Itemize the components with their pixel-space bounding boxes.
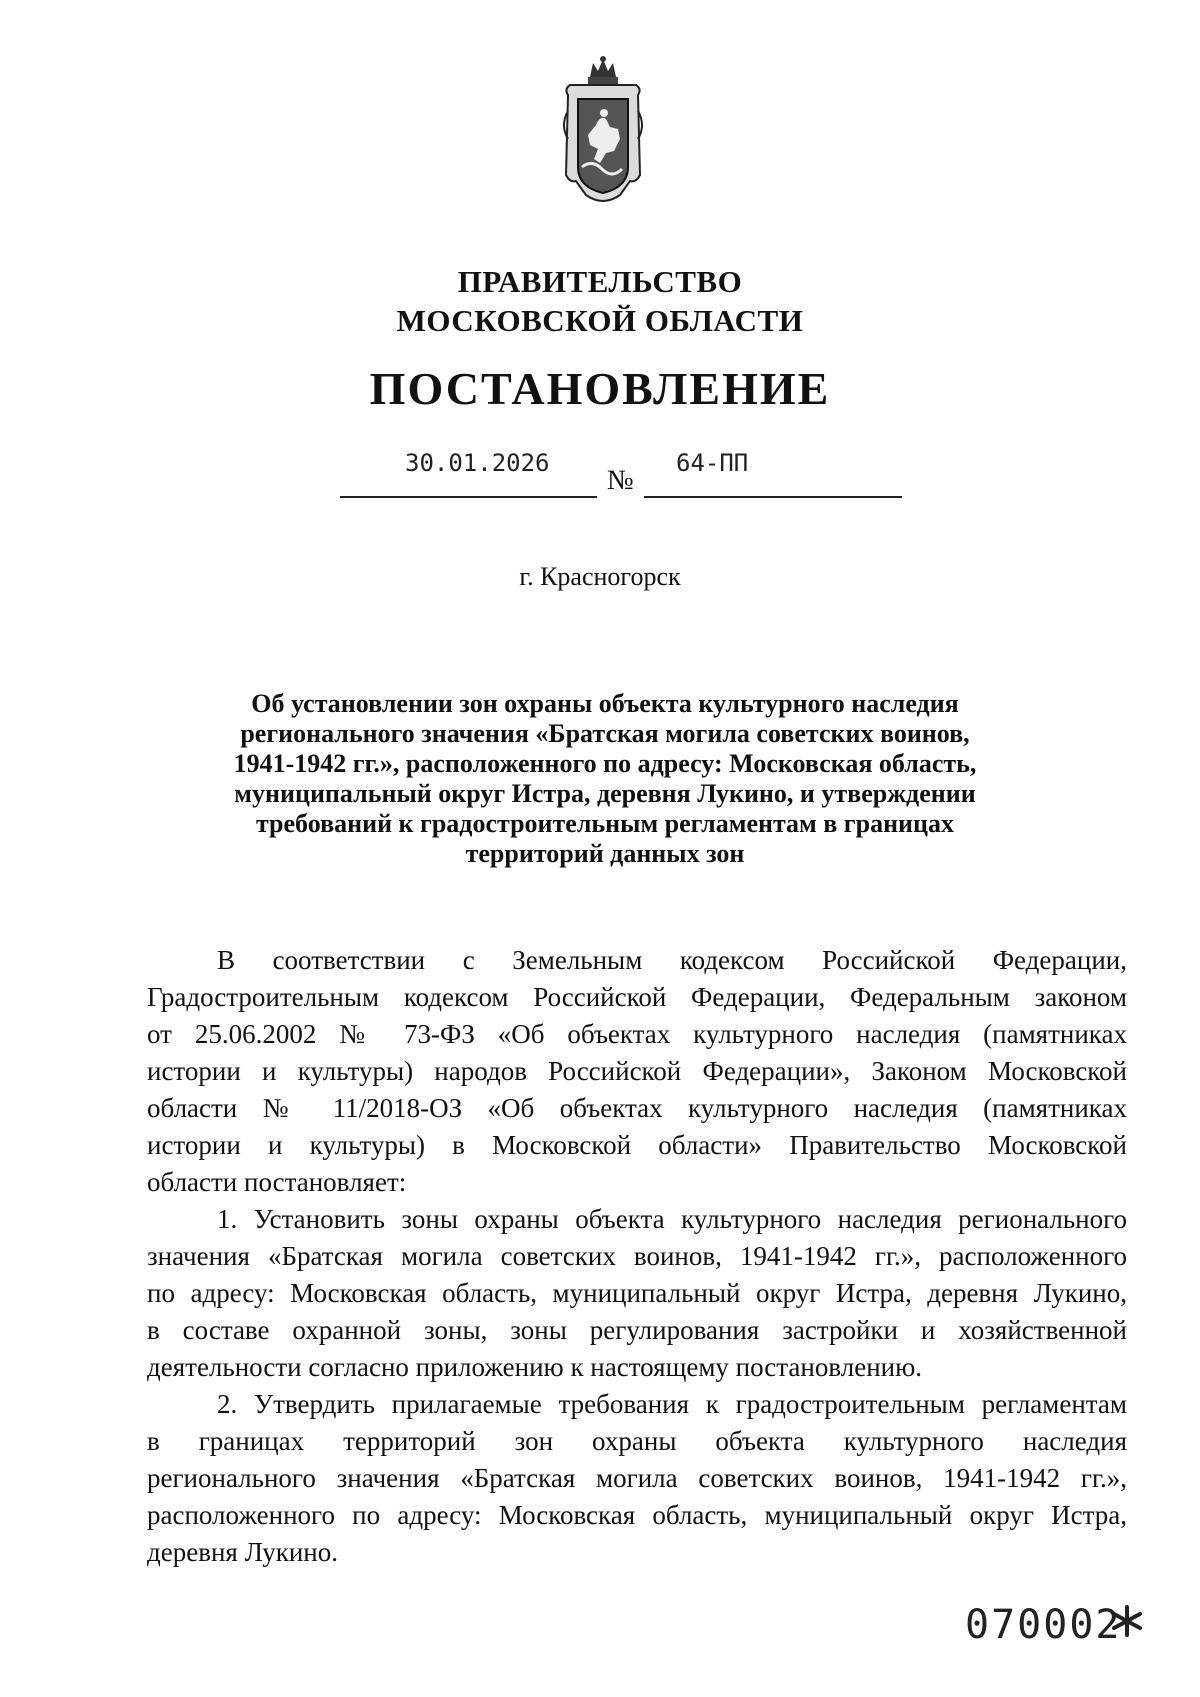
title-line: 1941-1942 гг.», расположенного по адресу: Московская область, [233,749,977,778]
body-line: деревня Лукино. [147,1537,338,1567]
body-line: значения «Братская могила советских воинов, 1941-1942 гг.», расположенного [147,1241,1127,1271]
coat-of-arms-icon [560,55,646,210]
document-date: 30.01.2026 [405,449,550,477]
body-line: в составе охранной зоны, зоны регулирования застройки и хозяйственной [147,1315,1127,1345]
document-number: 64-ПП [676,449,749,477]
body-line: 1. Установить зоны охраны объекта культурного наследия регионального [217,1204,1127,1234]
body-line: истории и культуры) в Московской области» Правительство Московской [147,1130,1127,1160]
body-line: от 25.06.2002 № 73-ФЗ «Об объектах культурного наследия (памятниках [147,1019,1127,1049]
body-line: области № 11/2018-ОЗ «Об объектах культурного наследия (памятниках [147,1093,1127,1123]
body-line: 2. Утвердить прилагаемые требования к градостроительным регламентам [217,1389,1127,1419]
org-name-line1: ПРАВИТЕЛЬСТВО [457,264,743,299]
number-underline [644,496,902,498]
number-sign: № [607,465,634,496]
issuing-city: г. Красногорск [519,562,681,591]
title-line: муниципальный округ Истра, деревня Лукино, и утверждении [234,779,976,808]
date-underline [340,496,597,498]
title-line: Об установлении зон охраны объекта культурного наследия [251,689,959,718]
body-line: истории и культуры) народов Российской Федерации», Законом Московской [147,1056,1127,1086]
title-line: территорий данных зон [465,839,745,868]
document-body [147,942,1127,1571]
body-line: в границах территорий зон охраны объекта культурного наследия [147,1426,1127,1456]
body-line: по адресу: Московская область, муниципальный округ Истра, деревня Лукино, [147,1278,1127,1308]
document-title [225,689,985,869]
body-line: расположенного по адресу: Московская область, муниципальный округ Истра, [147,1500,1127,1530]
body-line: регионального значения «Братская могила советских воинов, 1941-1942 гг.», [147,1463,1127,1493]
asterisk-icon [1110,1604,1144,1638]
body-line: Градостроительным кодексом Российской Федерации, Федеральным законом [147,982,1127,1012]
org-name-line2: МОСКОВСКОЙ ОБЛАСТИ [396,303,804,338]
body-line: В соответствии с Земельным кодексом Российской Федерации, [217,945,1127,975]
document-type: ПОСТАНОВЛЕНИЕ [369,363,831,414]
title-line: регионального значения «Братская могила советских воинов, [240,719,970,748]
body-line: области постановляет: [147,1167,407,1197]
form-code: 070002 [965,1602,1122,1648]
body-line: деятельности согласно приложению к настоящему постановлению. [147,1352,923,1382]
title-line: требований к градостроительным регламентам в границах [255,809,955,838]
